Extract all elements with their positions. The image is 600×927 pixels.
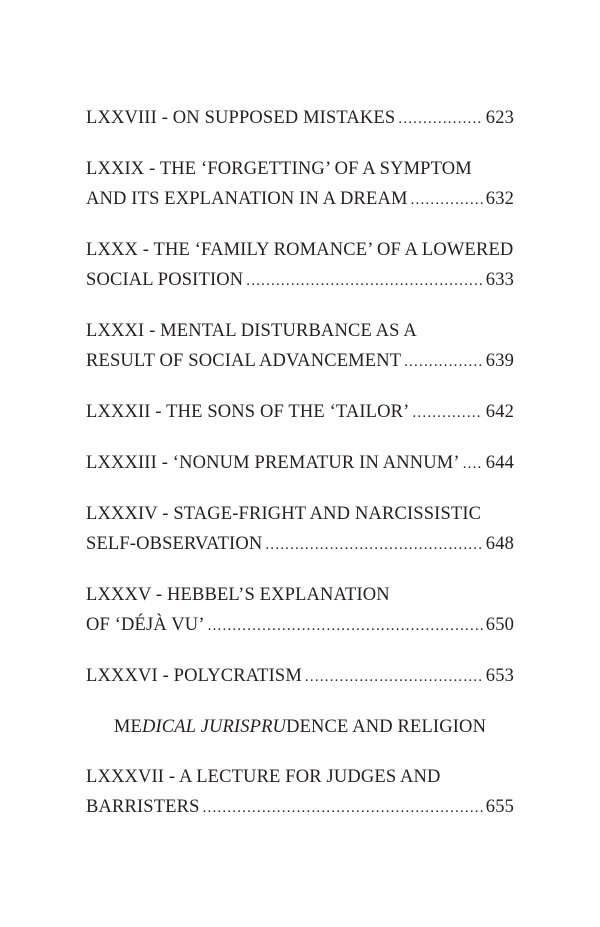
toc-entry-line	[86, 792, 514, 823]
toc-entry	[86, 580, 514, 641]
toc-entry	[86, 397, 514, 428]
toc-entry-title: LXXVIII - ON SUPPOSED MISTAKES	[86, 108, 396, 128]
dot-leader	[412, 398, 482, 428]
dot-leader	[305, 662, 483, 692]
toc-entry-title: SELF-OBSERVATION	[86, 534, 263, 554]
toc-entry-line	[86, 316, 514, 346]
toc-entry-title: OF ‘DÉJÀ VU’	[86, 615, 205, 635]
toc-entry-title: RESULT OF SOCIAL ADVANCEMENT	[86, 351, 402, 371]
toc-entry-line	[86, 499, 514, 529]
toc-entry-line	[86, 580, 514, 610]
dot-leader	[246, 266, 483, 296]
toc-entry-line	[86, 265, 514, 296]
dot-leader	[398, 104, 482, 134]
toc-page-number: 653	[485, 666, 514, 686]
toc-entries	[86, 103, 514, 692]
toc-entry-line	[86, 346, 514, 377]
section-heading-part3: DENCE AND RELIGION	[286, 717, 487, 737]
toc-entry-line	[86, 762, 514, 792]
toc-entry-title: LXXXIII - ‘NONUM PREMATUR IN ANNUM’	[86, 453, 460, 473]
toc-entry-title: LXXXII - THE SONS OF THE ‘TAILOR’	[86, 402, 410, 422]
section-heading-part1: ME	[113, 717, 142, 737]
toc-entry	[86, 762, 514, 823]
toc-entry-line	[86, 448, 514, 479]
toc-entry-line	[86, 610, 514, 641]
toc-page-number: 655	[485, 797, 514, 817]
toc-page-number: 648	[485, 534, 514, 554]
toc-entry	[86, 499, 514, 560]
toc-entry-title: LXXXV - HEBBEL’S EXPLANATION	[86, 585, 390, 605]
dot-leader	[463, 449, 483, 479]
toc-entry	[86, 448, 514, 479]
toc-entry	[86, 235, 514, 296]
toc-page-number: 623	[485, 108, 514, 128]
toc-entry-title: LXXXVII - A LECTURE FOR JUDGES AND	[86, 767, 441, 787]
toc-page-number: 642	[485, 402, 514, 422]
toc-entry-line	[86, 184, 514, 215]
toc-entry-line	[86, 529, 514, 560]
section-heading	[86, 712, 514, 742]
table-of-contents	[86, 103, 514, 843]
dot-leader	[411, 185, 483, 215]
toc-entry	[86, 154, 514, 215]
dot-leader	[203, 793, 483, 823]
toc-entry	[86, 316, 514, 377]
toc-entry-title: LXXXIV - STAGE-FRIGHT AND NARCISSISTIC	[86, 504, 482, 524]
toc-entry-title: BARRISTERS	[86, 797, 200, 817]
toc-entry-line	[86, 103, 514, 134]
toc-entry-title: SOCIAL POSITION	[86, 270, 244, 290]
toc-entry-title: LXXX - THE ‘FAMILY ROMANCE’ OF A LOWERED	[86, 240, 514, 260]
toc-entry-line	[86, 661, 514, 692]
toc-entry	[86, 103, 514, 134]
toc-page-number: 632	[485, 189, 514, 209]
toc-entry-title: LXXXI - MENTAL DISTURBANCE AS A	[86, 321, 417, 341]
toc-page-number: 650	[485, 615, 514, 635]
toc-entry-title: LXXIX - THE ‘FORGETTING’ OF A SYMPTOM	[86, 159, 472, 179]
toc-entry-title: LXXXVI - POLYCRATISM	[86, 666, 302, 686]
toc-entries-after	[86, 762, 514, 823]
toc-entry-line	[86, 235, 514, 265]
toc-entry-line	[86, 397, 514, 428]
toc-entry-title: AND ITS EXPLANATION IN A DREAM	[86, 189, 408, 209]
toc-page-number: 639	[485, 351, 514, 371]
dot-leader	[208, 611, 483, 641]
toc-page-number: 633	[485, 270, 514, 290]
dot-leader	[404, 347, 483, 377]
toc-entry-line	[86, 154, 514, 184]
toc-page-number: 644	[485, 453, 514, 473]
section-heading-part2: DICAL JURISPRU	[141, 717, 287, 737]
toc-entry	[86, 661, 514, 692]
dot-leader	[265, 530, 482, 560]
